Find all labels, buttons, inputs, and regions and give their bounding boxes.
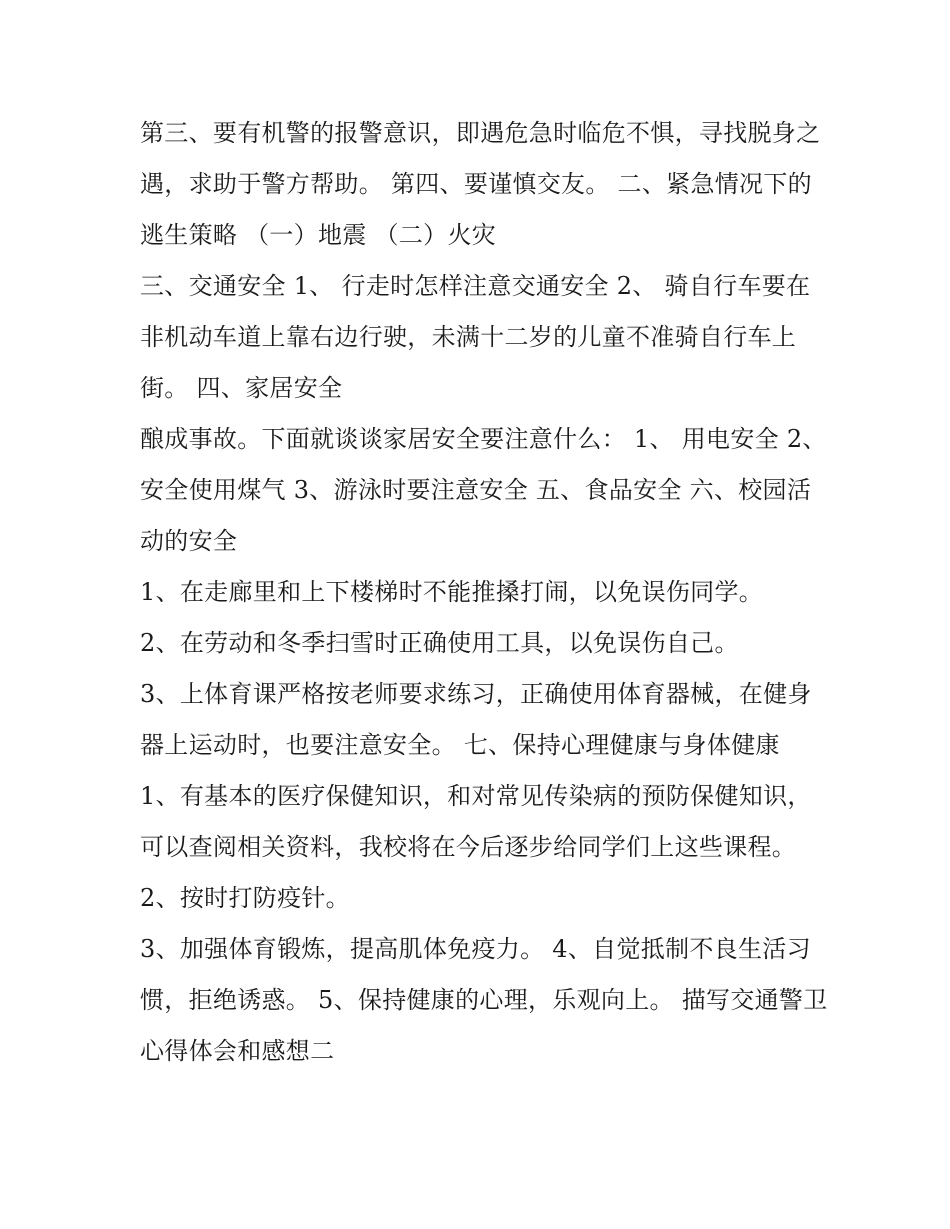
paragraph-home-safety: 酿成事故。下面就谈谈家居安全要注意什么： 1、 用电安全 2、 安全使用煤气 3、游泳时要注意安全 五、食品安全 六、校园活动的安全: [140, 425, 827, 555]
paragraph-campus-rule-3: 3、上体育课严格按老师要求练习，正确使用体育器械，在健身器上运动时，也要注意安全。 七、保持心理健康与身体健康: [140, 680, 812, 759]
paragraph-emergency-awareness: 第三、要有机警的报警意识，即遇危急时临危不惧，寻找脱身之遇，求助于警方帮助。 第四、要谨慎交友。 二、紧急情况下的逃生策略 （一）地震 （二）火灾: [140, 119, 821, 249]
paragraph-campus-rule-2: 2、在劳动和冬季扫雪时正确使用工具，以免误伤自己。: [140, 629, 739, 657]
document-body: [140, 108, 830, 1077]
paragraph-traffic-safety: 三、交通安全 1、 行走时怎样注意交通安全 2、 骑自行车要在非机动车道上靠右边行驶，未满十二岁的儿童不准骑自行车上街。 四、家居安全: [140, 272, 811, 402]
paragraph-campus-rule-1: 1、在走廊里和上下楼梯时不能推搡打闹，以免误伤同学。: [140, 578, 764, 606]
paragraph-health-2: 3、加强体育锻炼，提高肌体免疫力。 4、自觉抵制不良生活习惯，拒绝诱惑。 5、保持健康的心理，乐观向上。 描写交通警卫心得体会和感想二: [140, 935, 828, 1065]
paragraph-health-1: 1、有基本的医疗保健知识，和对常见传染病的预防保健知识，可以查阅相关资料，我校将在今后逐步给同学们上这些课程。 2、按时打防疫针。: [140, 782, 812, 912]
